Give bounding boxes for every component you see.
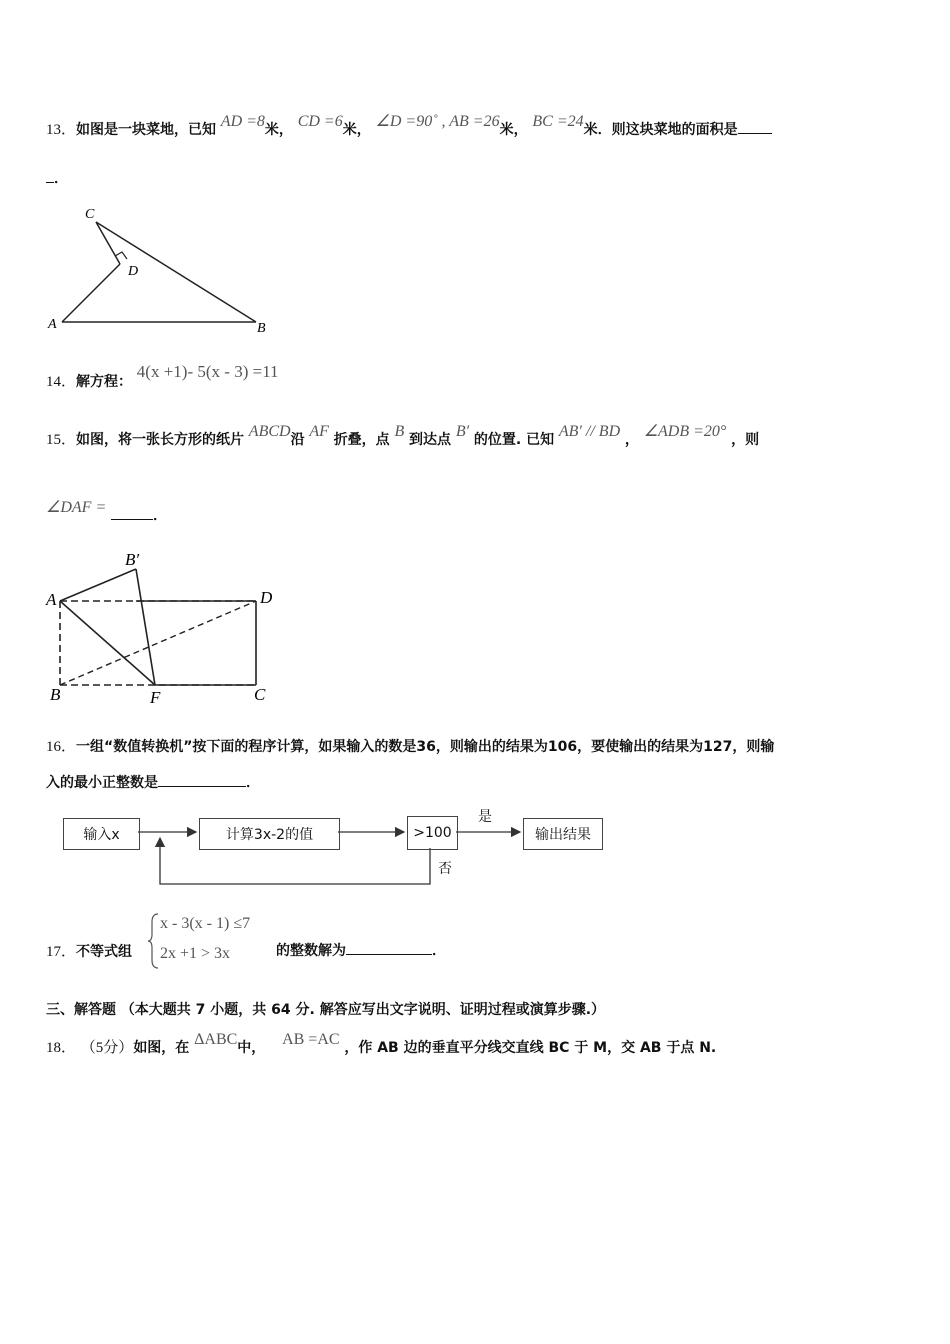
q13-text-4: 米， bbox=[499, 122, 528, 138]
q15-math-2: AF bbox=[309, 423, 329, 440]
q17-inequality-1: x - 3(x - 1) ≤7 bbox=[160, 915, 251, 932]
segment-af bbox=[60, 601, 155, 685]
segment-cd bbox=[96, 222, 120, 264]
q13-math-1: AD =8 bbox=[220, 113, 265, 130]
q18-math-2: AB =AC bbox=[282, 1031, 340, 1048]
q15-text-6: ， bbox=[624, 432, 639, 448]
segment-b-prime-f bbox=[136, 569, 155, 685]
q17-line-tail bbox=[276, 940, 446, 960]
q13-text-3: 米， bbox=[342, 122, 371, 138]
q13-text-5: 米．则这块菜地的面积是 bbox=[583, 122, 738, 138]
label-f: F bbox=[150, 688, 161, 707]
q17-tail: ． bbox=[432, 943, 446, 959]
label-d: D bbox=[128, 264, 139, 279]
q18-line bbox=[46, 1031, 717, 1057]
segment-ab-prime bbox=[60, 569, 136, 601]
flow-condition-box bbox=[407, 816, 458, 850]
q15-text-4: 到达点 bbox=[409, 432, 452, 448]
q16-tail: ． bbox=[246, 775, 260, 791]
q13-math-3: ∠D =90˚ , AB =26 bbox=[375, 113, 500, 130]
flow-input-box bbox=[63, 818, 140, 850]
q15-answer-blank[interactable] bbox=[111, 519, 153, 520]
label-c: C bbox=[85, 207, 95, 222]
q17-number: 17． bbox=[46, 944, 77, 960]
flow-input-label: 输入x bbox=[83, 827, 120, 843]
flow-output-label: 输出结果 bbox=[535, 827, 591, 843]
q14-line bbox=[46, 362, 279, 391]
q18-math-1: ΔABC bbox=[194, 1031, 238, 1048]
flow-yes-label: 是 bbox=[478, 809, 492, 825]
q17-line bbox=[46, 940, 132, 961]
q15-text-5: 的位置. 已知 bbox=[473, 432, 555, 448]
q16-text-1: 一组“数值转换机”按下面的程序计算，如果输入的数是36，则输出的结果为106，要使输出的结果为127，则输 bbox=[76, 739, 775, 755]
q15-text-1: 如图，将一张长方形的纸片 bbox=[76, 432, 245, 448]
label-a: A bbox=[46, 590, 57, 609]
q17-text-1: 不等式组 bbox=[76, 944, 133, 960]
q15-number: 15． bbox=[46, 432, 77, 448]
q18-text-3: ，作 AB 边的垂直平分线交直线 BC 于 M，交 AB 于点 N. bbox=[344, 1040, 717, 1056]
q16-answer-blank[interactable] bbox=[158, 786, 246, 787]
q14-number: 14． bbox=[46, 374, 77, 390]
q17-text-2: 的整数解为 bbox=[276, 943, 346, 959]
q16-flowchart bbox=[60, 802, 620, 894]
q13-line-2 bbox=[46, 168, 68, 188]
segment-cb bbox=[96, 222, 256, 322]
flow-condition-label: >100 bbox=[413, 825, 452, 841]
q13-text-2: 米， bbox=[264, 122, 293, 138]
q15-math-6: ∠ADB =20° bbox=[643, 423, 727, 440]
q15-tail: ． bbox=[153, 508, 168, 524]
label-a: A bbox=[48, 317, 57, 332]
label-d: D bbox=[260, 588, 273, 607]
q15-math-5: AB′ // BD bbox=[558, 423, 621, 440]
q15-math-1: ABCD bbox=[248, 423, 291, 440]
q15-figure bbox=[40, 545, 290, 710]
q13-figure bbox=[40, 200, 280, 340]
q18-number: 18． bbox=[46, 1040, 77, 1056]
section3-heading bbox=[46, 999, 605, 1019]
q15-line-2 bbox=[46, 499, 168, 525]
segment-da bbox=[62, 264, 120, 322]
q15-math-7: ∠DAF = bbox=[46, 499, 107, 516]
q15-math-3: B bbox=[394, 423, 405, 440]
q13-answer-blank[interactable] bbox=[738, 133, 772, 134]
q17-answer-blank[interactable] bbox=[346, 954, 432, 955]
label-c: C bbox=[254, 685, 266, 704]
q14-equation: 4(x +1)- 5(x - 3) =11 bbox=[136, 362, 279, 381]
q13-line bbox=[46, 113, 772, 139]
q16-number: 16． bbox=[46, 739, 77, 755]
q15-line bbox=[46, 423, 760, 449]
label-b-prime: B′ bbox=[125, 550, 140, 569]
q17-inequality-2: 2x +1 > 3x bbox=[160, 945, 231, 962]
q16-line-2 bbox=[46, 772, 260, 792]
flow-compute-box bbox=[199, 818, 340, 850]
flow-no-label: 否 bbox=[438, 861, 452, 877]
q18-text-2: 中， bbox=[237, 1040, 266, 1056]
q15-text-3: 折叠，点 bbox=[333, 432, 390, 448]
label-b: B bbox=[257, 321, 266, 336]
q16-line-1 bbox=[46, 735, 774, 756]
q16-text-2: 入的最小正整数是 bbox=[46, 775, 158, 791]
label-b: B bbox=[50, 685, 61, 704]
q17-brace bbox=[148, 912, 160, 970]
section3-title: 三、解答题 bbox=[46, 1002, 116, 1018]
q13-tail: ． bbox=[54, 171, 68, 187]
q13-math-4: BC =24 bbox=[532, 113, 584, 130]
q13-math-2: CD =6 bbox=[297, 113, 343, 130]
q14-text: 解方程： bbox=[76, 374, 133, 390]
q15-math-4: B′ bbox=[455, 423, 470, 440]
section3-note: （本大题共 7 小题，共 64 分. 解答应写出文字说明、证明过程或演算步骤.） bbox=[120, 1002, 606, 1018]
q13-text-1: 如图是一块菜地，已知 bbox=[76, 122, 217, 138]
flow-output-box bbox=[523, 818, 603, 850]
diagonal-bd bbox=[60, 601, 256, 685]
q15-text-7: ，则 bbox=[731, 432, 760, 448]
flow-compute-label: 计算3x-2的值 bbox=[225, 827, 314, 843]
q13-answer-blank-cont[interactable] bbox=[46, 182, 54, 183]
q13-number: 13． bbox=[46, 122, 77, 138]
q15-text-2: 沿 bbox=[290, 432, 305, 448]
q18-text-1: 如图，在 bbox=[133, 1040, 190, 1056]
q18-points: （5分） bbox=[80, 1040, 134, 1056]
